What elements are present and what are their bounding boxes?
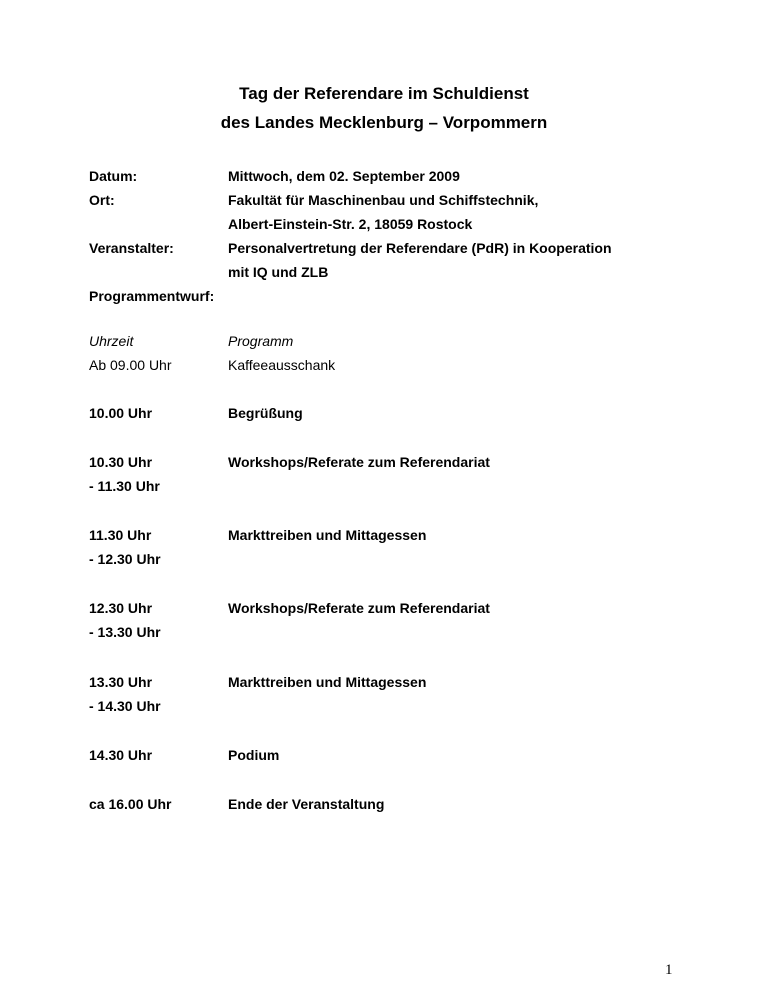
schedule-program: Begrüßung [228,405,303,421]
page-number: 1 [665,962,673,978]
schedule-program: Workshops/Referate zum Referendariat [228,600,490,616]
schedule-end-time: - 14.30 Uhr [89,698,161,714]
schedule-time: 14.30 Uhr [89,747,153,763]
datum-label: Datum: [89,168,138,184]
schedule-time: 12.30 Uhr [89,600,153,616]
ort-label: Ort: [89,192,115,208]
table-header-time: Uhrzeit [89,333,134,349]
schedule-program: Ende der Veranstaltung [228,796,385,812]
veranstalter-value-line1: Personalvertretung der Referendare (PdR) in Kooperation [228,240,612,256]
veranstalter-label: Veranstalter: [89,240,174,256]
schedule-time: 10.30 Uhr [89,454,153,470]
schedule-time: 11.30 Uhr [89,527,152,543]
schedule-time: 13.30 Uhr [89,674,153,690]
ort-value-line2: Albert-Einstein-Str. 2, 18059 Rostock [228,216,473,232]
schedule-program: Markttreiben und Mittagessen [228,674,427,690]
ort-value-line1: Fakultät für Maschinenbau und Schiffstechnik, [228,192,539,208]
table-header-program: Programm [228,333,294,349]
document-title-line1: Tag der Referendare im Schuldienst [239,84,529,103]
document-title-line2: des Landes Mecklenburg – Vorpommern [220,113,548,132]
datum-value: Mittwoch, dem 02. September 2009 [228,168,460,184]
schedule-time: 10.00 Uhr [89,405,153,421]
schedule-time: ca 16.00 Uhr [89,796,172,812]
schedule-program: Workshops/Referate zum Referendariat [228,454,490,470]
schedule-program: Markttreiben und Mittagessen [228,527,427,543]
veranstalter-value-line2: mit IQ und ZLB [228,264,329,280]
schedule-time: Ab 09.00 Uhr [89,357,172,373]
schedule-end-time: - 11.30 Uhr [89,478,160,494]
schedule-end-time: - 13.30 Uhr [89,624,161,640]
program-heading: Programmentwurf: [89,288,215,304]
schedule-program: Kaffeeausschank [228,357,336,373]
schedule-end-time: - 12.30 Uhr [89,551,161,567]
schedule-program: Podium [228,747,280,763]
